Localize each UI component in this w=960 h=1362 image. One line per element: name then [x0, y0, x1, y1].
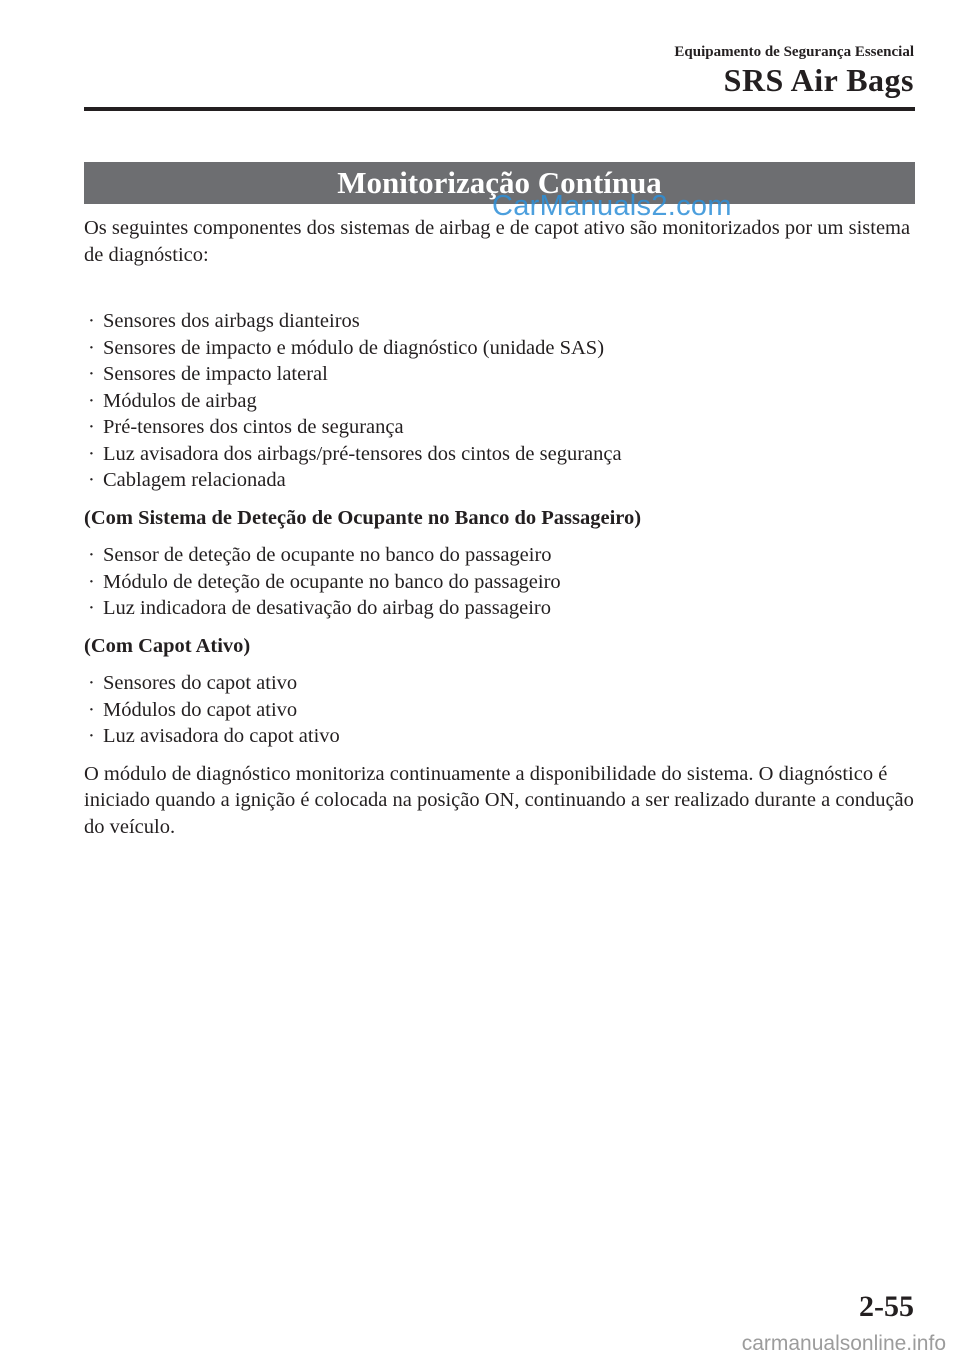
bullet: ·	[88, 725, 95, 747]
subheading-active-hood: (Com Capot Ativo)	[84, 634, 251, 657]
bullet: ·	[88, 698, 95, 721]
bullet: ·	[88, 442, 95, 465]
list-item: · Sensores do capot ativo	[84, 670, 918, 697]
list-item: · Luz avisadora do capot ativo	[84, 723, 918, 750]
bullet: ·	[88, 597, 95, 619]
list-item: · Sensores de impacto e módulo de diagnóstico (unidade SAS)	[84, 335, 918, 362]
header-rule	[84, 107, 915, 111]
footer-watermark: carmanualsonline.info	[741, 1332, 946, 1355]
list-item: · Módulos de airbag	[84, 388, 918, 415]
hood-component-list	[84, 670, 918, 750]
list-item: · Luz indicadora de desativação do airbag do passageiro	[84, 595, 918, 622]
list-item: · Sensor de deteção de ocupante no banco do passageiro	[84, 542, 918, 569]
bullet: ·	[88, 336, 95, 359]
intro-paragraph: Os seguintes componentes dos sistemas de airbag e de capot ativo são monitorizados por um sistema de diagnóstico:	[84, 217, 911, 266]
subheading-occupant-detection: (Com Sistema de Deteção de Ocupante no Banco do Passageiro)	[84, 506, 642, 529]
watermark: CarManuals2.com	[492, 190, 732, 222]
main-component-list	[84, 308, 918, 494]
content	[84, 215, 918, 840]
closing-paragraph: O módulo de diagnóstico monitoriza continuamente a disponibilidade do sistema. O diagnóstico é iniciado quando a ignição é colocada na posição ON, continuando a ser realizado durante a condução do veículo.	[84, 762, 914, 838]
list-item: · Sensores dos airbags dianteiros	[84, 308, 918, 335]
bullet: ·	[88, 544, 95, 566]
list-item: · Luz avisadora dos airbags/pré-tensores dos cintos de segurança	[84, 441, 918, 468]
bullet: ·	[88, 672, 95, 694]
bullet: ·	[88, 310, 95, 332]
chapter-header: SRS Air Bags	[723, 62, 914, 98]
bullet: ·	[88, 389, 95, 412]
bullet: ·	[88, 570, 95, 593]
section-header: Equipamento de Segurança Essencial	[674, 44, 914, 60]
page-number: 2-55	[859, 1290, 914, 1323]
list-item: · Cablagem relacionada	[84, 467, 918, 494]
bullet: ·	[88, 469, 95, 491]
list-item: · Módulo de deteção de ocupante no banco do passageiro	[84, 569, 918, 596]
bullet: ·	[88, 363, 95, 385]
list-item: · Sensores de impacto lateral	[84, 361, 918, 388]
list-item: · Módulos do capot ativo	[84, 697, 918, 724]
bullet: ·	[88, 416, 95, 438]
occupant-component-list	[84, 542, 918, 622]
list-item: · Pré-tensores dos cintos de segurança	[84, 414, 918, 441]
page-title: Monitorização Contínua	[84, 162, 915, 204]
